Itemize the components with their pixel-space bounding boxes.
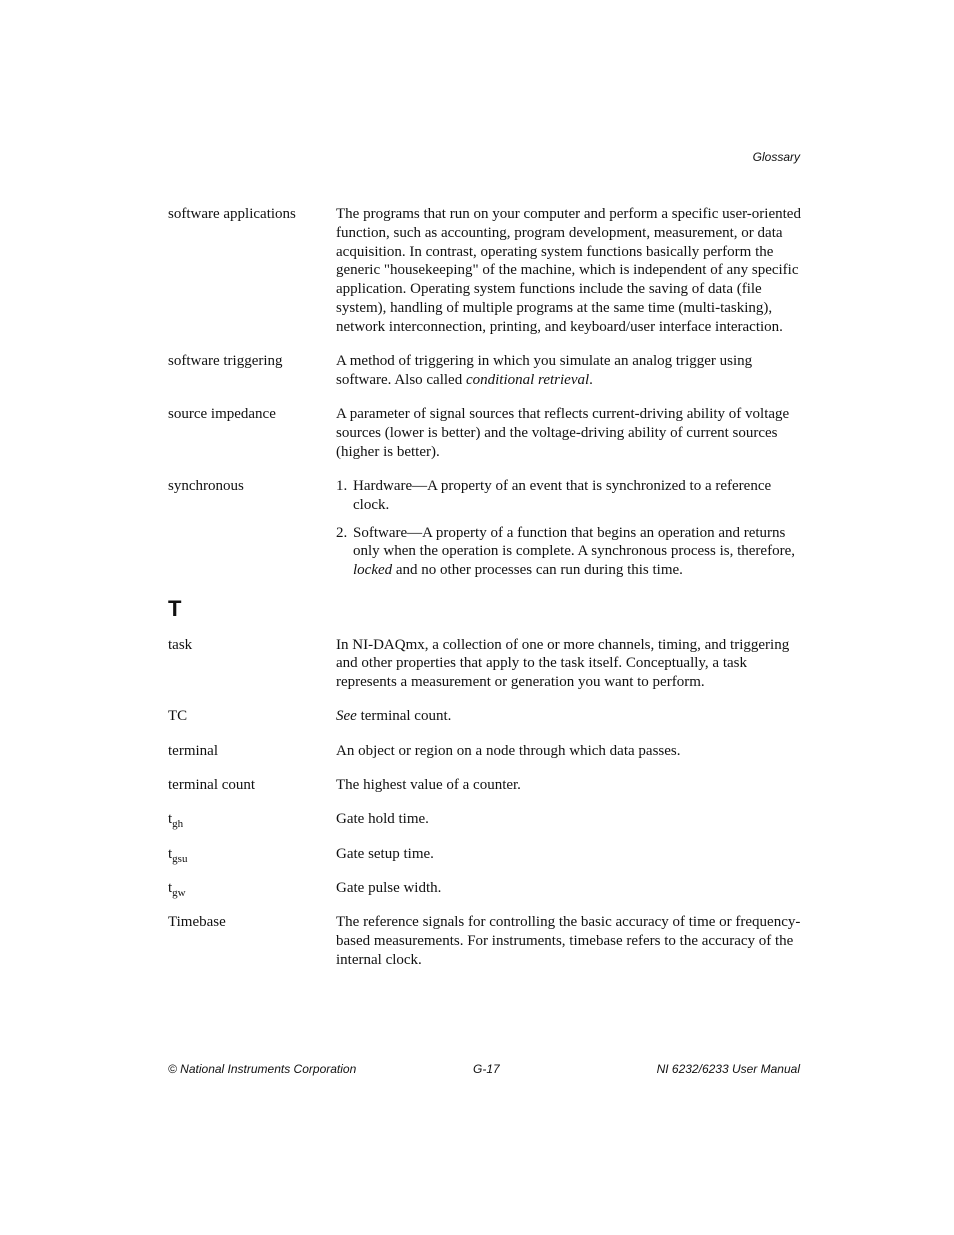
list-item-text-part: and no other processes can run during this time. [392, 562, 683, 579]
glossary-term: software applications [168, 206, 296, 222]
glossary-term: terminal count [168, 777, 256, 794]
list-item-text: Hardware—A property of an event that is synchronized to a reference clock. [353, 478, 772, 513]
numbered-list-item [336, 524, 802, 580]
definition-text: Gate pulse width. [336, 879, 442, 896]
list-item-italic: locked [353, 562, 393, 579]
definition-text: The highest value of a counter. [336, 777, 521, 794]
glossary-entry [168, 205, 802, 337]
definition-italic-term: conditional retrieval [465, 371, 590, 388]
glossary-term: Timebase [168, 914, 226, 931]
glossary-definition [336, 845, 802, 864]
glossary-term: task [168, 636, 193, 653]
definition-text: The programs that run on your computer and perform a specific user-oriented function, such as accounting, program development, measurement, or data acquisition. In contrast, operating system functions basically perform the generic "housekeeping" of the machine, which is independent of any specific application. Operating system functions include the saving of data (file system), handling of multiple programs at the same time (multi-tasking), network interconnection, printing, and keyboard/user interface interaction. [336, 206, 801, 335]
definition-text: An object or region on a node through which data passes. [336, 742, 681, 759]
numbered-list-item [336, 477, 802, 515]
term-base: t [168, 811, 173, 828]
definition-text: Gate setup time. [336, 845, 434, 862]
definition-text: A method of triggering in which you simulate an analog trigger using software. Also called [336, 353, 753, 388]
glossary-entry [168, 810, 802, 829]
glossary-entry [168, 879, 802, 898]
list-number: 1. [336, 478, 348, 495]
glossary-entry [168, 742, 802, 761]
term-base: t [168, 845, 173, 862]
glossary-definition [336, 636, 802, 692]
glossary-term: synchronous [168, 478, 244, 495]
glossary-entry [168, 845, 802, 864]
definition-text: Gate hold time. [336, 811, 429, 828]
glossary-entry [168, 352, 802, 390]
see-reference: See [336, 708, 357, 725]
glossary-entry [168, 707, 802, 726]
term-subscript: gsu [172, 852, 188, 865]
glossary-term [168, 810, 336, 829]
running-head: Glossary [752, 150, 800, 164]
footer-copyright: © National Instruments Corporation [168, 1062, 357, 1076]
term-subscript: gh [172, 818, 184, 831]
glossary-entry [168, 776, 802, 795]
glossary-definition [336, 776, 802, 795]
glossary-term [168, 879, 336, 898]
term-subscript: gw [172, 886, 186, 899]
list-item-text-part: Software—A property of a function that begins an operation and returns only when the operation is complete. A synchronous process is, therefore, [353, 524, 795, 560]
list-number: 2. [336, 524, 348, 541]
footer-manual-title: NI 6232/6233 User Manual [656, 1062, 800, 1076]
glossary-entry [168, 913, 802, 969]
glossary-definition [336, 352, 802, 390]
term-base: t [168, 879, 173, 896]
glossary-definition [336, 405, 802, 461]
section-letter-heading: T [168, 595, 182, 621]
glossary-definition [336, 879, 802, 898]
glossary-definition [336, 810, 802, 829]
definition-text: The reference signals for controlling the basic accuracy of time or frequency-based measurements. For instruments, timebase refers to the accuracy of the internal clock. [336, 914, 801, 968]
glossary-definition [336, 913, 802, 969]
definition-text: terminal count. [356, 708, 452, 725]
definition-text: . [589, 371, 593, 388]
glossary-definition [336, 742, 802, 761]
definition-text: In NI-DAQmx, a collection of one or more channels, timing, and triggering and other properties that apply to the task itself. Conceptually, a task represents a measurement or generation you want to perform. [336, 636, 790, 691]
glossary-term: software triggering [168, 353, 283, 370]
glossary-definition [336, 205, 802, 337]
glossary-term: TC [168, 708, 188, 725]
glossary-term [168, 845, 336, 864]
definition-text: A parameter of signal sources that reflects current-driving ability of voltage sources (lower is better) and the voltage-driving ability of current sources (higher is better). [336, 406, 790, 460]
glossary-entry [168, 477, 802, 580]
glossary-entry [168, 636, 802, 692]
list-item-text [353, 524, 802, 580]
glossary-definition [336, 707, 802, 726]
glossary-definition [336, 477, 802, 580]
page-number: G-17 [473, 1062, 500, 1076]
glossary-term: terminal [168, 742, 218, 759]
glossary-entry [168, 405, 802, 461]
glossary-content [168, 205, 802, 985]
glossary-term: source impedance [168, 406, 276, 423]
